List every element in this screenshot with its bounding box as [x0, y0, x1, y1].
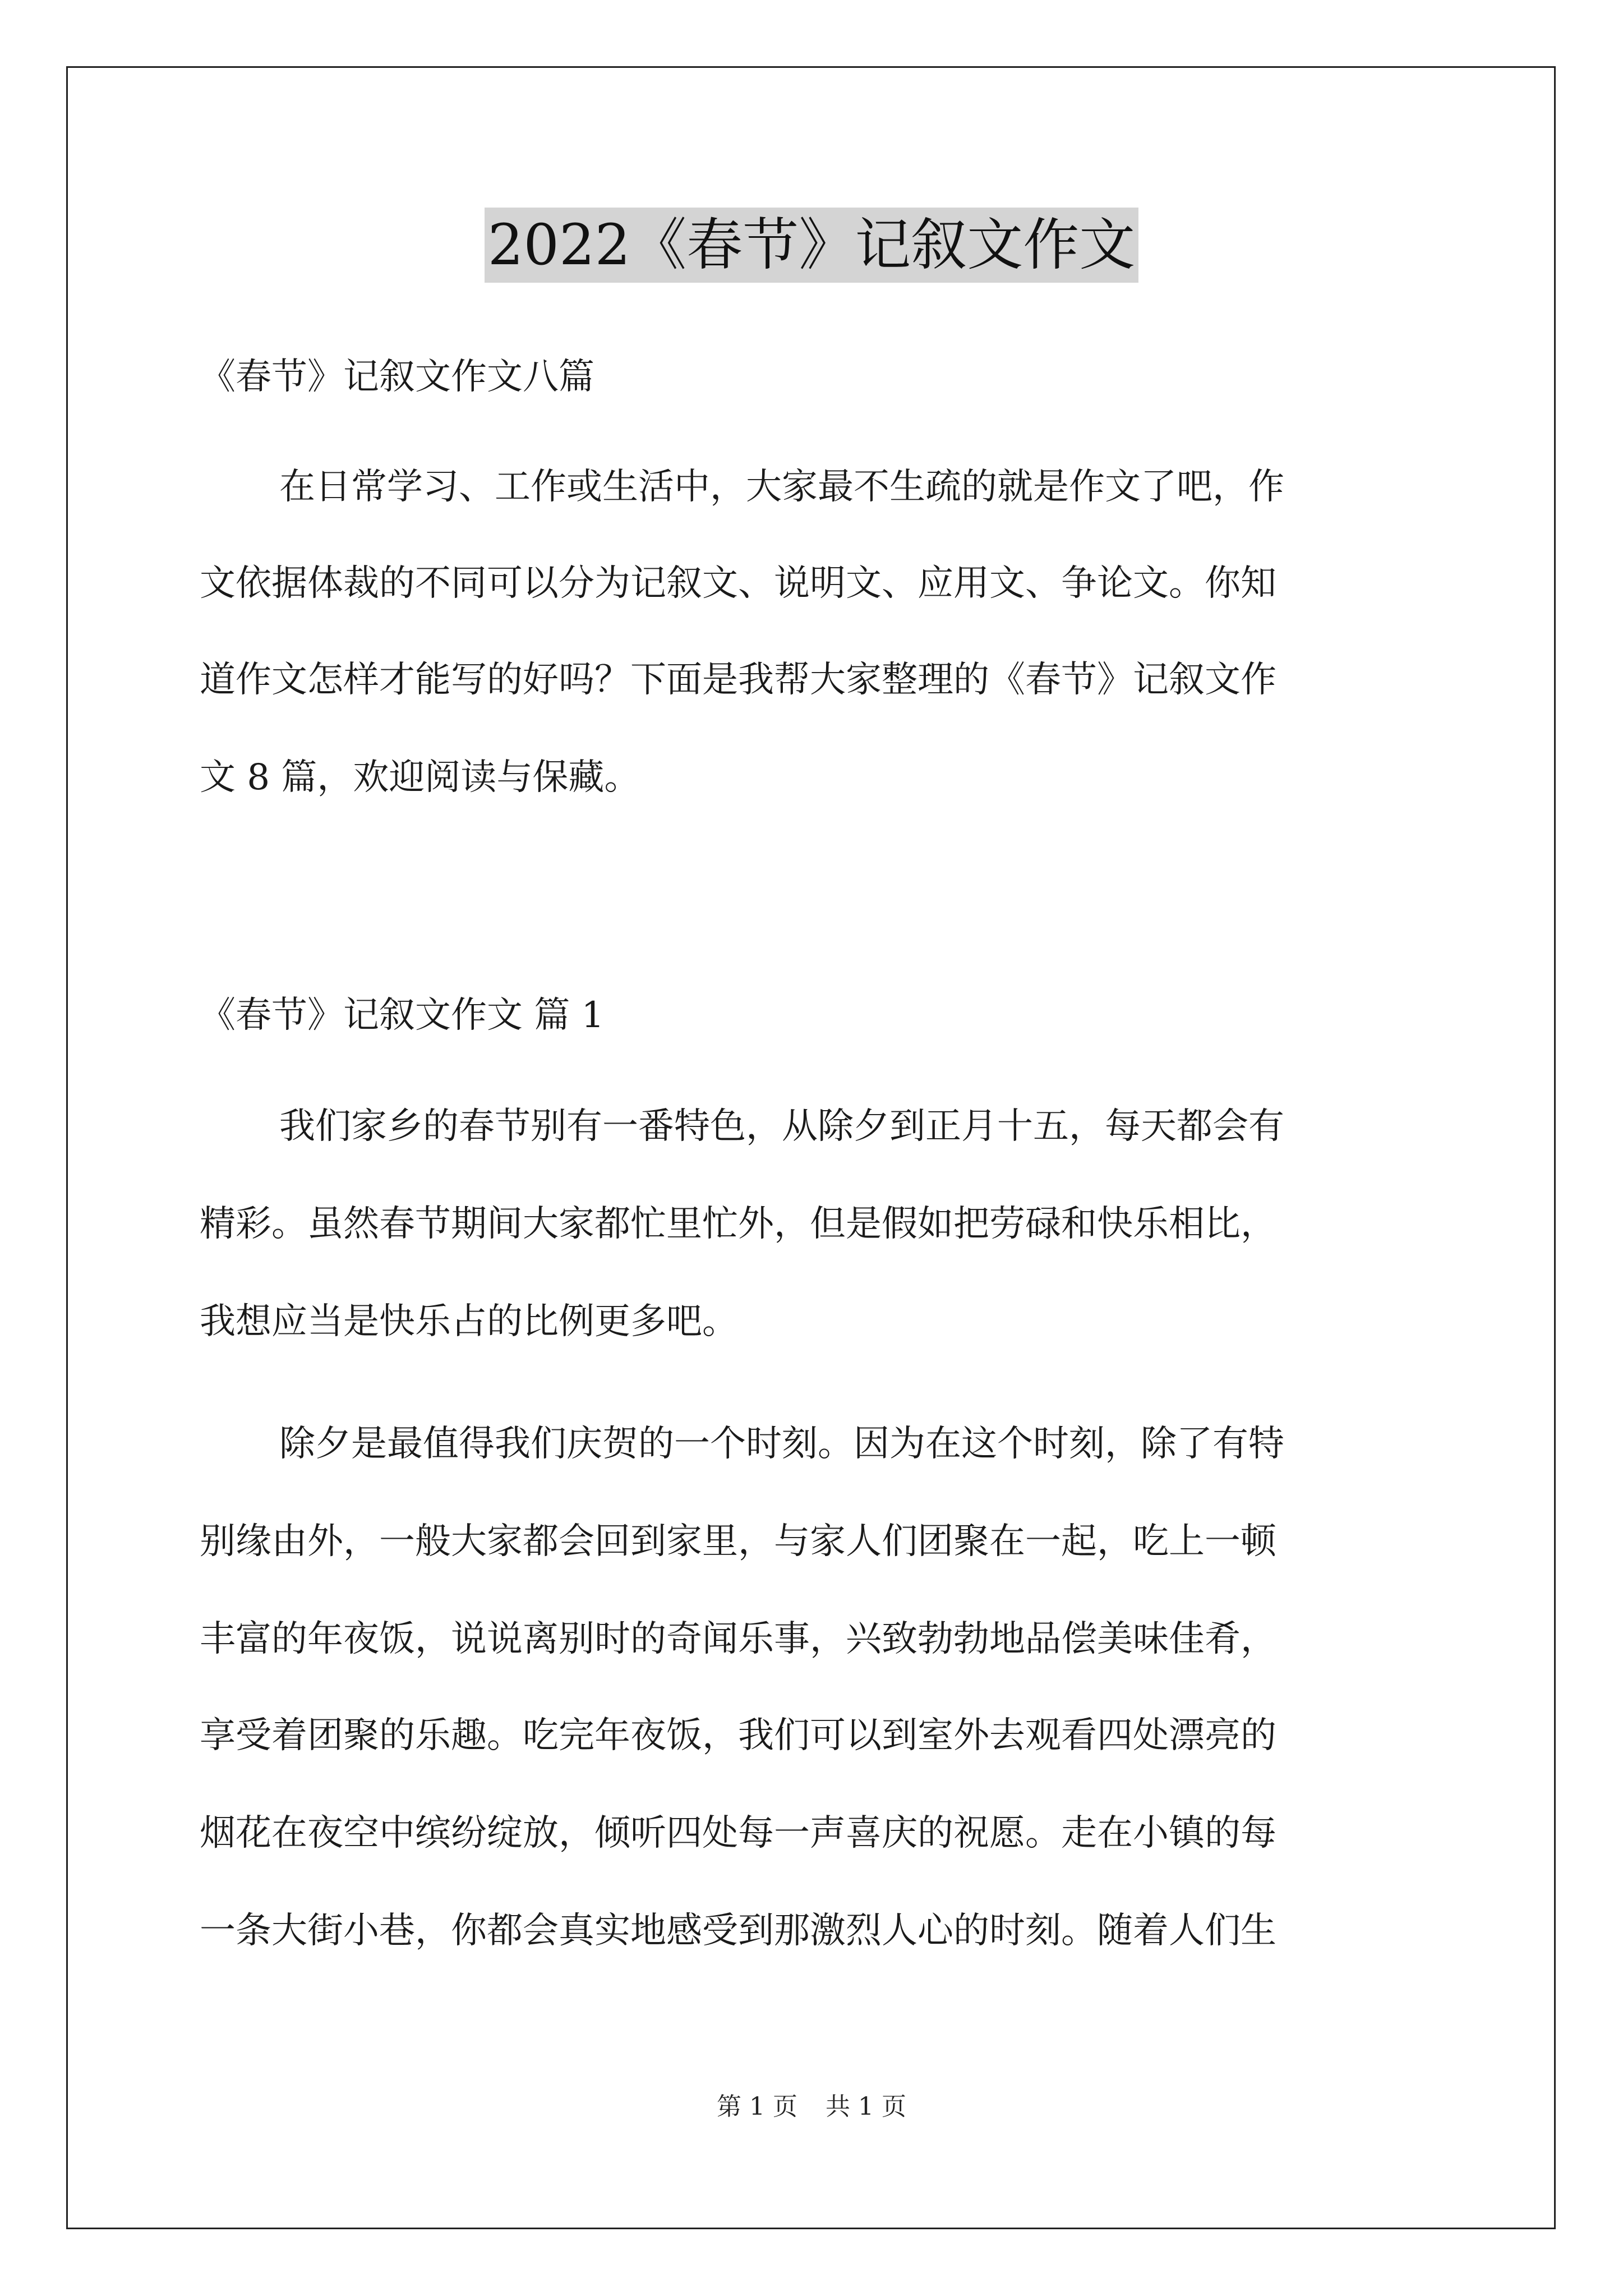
paragraph-line: 我想应当是快乐占的比例更多吧。	[200, 1301, 738, 1342]
intro-line: 文依据体裁的不同可以分为记叙文、说明文、应用文、争论文。你知	[200, 563, 1276, 604]
page-total: 共 1 页	[826, 2092, 906, 2121]
paragraph-line: 除夕是最值得我们庆贺的一个时刻。因为在这个时刻，除了有特	[279, 1423, 1284, 1465]
intro-line: 文 8 篇，欢迎阅读与保藏。	[200, 757, 640, 798]
intro-line: 道作文怎样才能写的好吗？下面是我帮大家整理的《春节》记叙文作	[200, 659, 1276, 701]
paragraph-line: 精彩。虽然春节期间大家都忙里忙外，但是假如把劳碌和快乐相比，	[200, 1203, 1276, 1245]
page-number: 第 1 页	[717, 2092, 797, 2121]
paragraph-line: 享受着团聚的乐趣。吃完年夜饭，我们可以到室外去观看四处漂亮的	[200, 1715, 1276, 1756]
intro-heading: 《春节》记叙文作文八篇	[200, 356, 594, 398]
title-container	[0, 208, 1623, 283]
paragraph-line: 别缘由外，一般大家都会回到家里，与家人们团聚在一起，吃上一顿	[200, 1521, 1276, 1562]
intro-line: 在日常学习、工作或生活中，大家最不生疏的就是作文了吧，作	[279, 466, 1284, 508]
page-footer	[0, 2091, 1623, 2123]
document-title: 2022《春节》记叙文作文	[485, 208, 1139, 283]
paragraph-line: 烟花在夜空中缤纷绽放，倾听四处每一声喜庆的祝愿。走在小镇的每	[200, 1812, 1276, 1854]
paragraph-line: 我们家乡的春节别有一番特色，从除夕到正月十五，每天都会有	[279, 1106, 1284, 1147]
paragraph-line: 一条大街小巷，你都会真实地感受到那激烈人心的时刻。随着人们生	[200, 1910, 1276, 1952]
section-heading: 《春节》记叙文作文 篇 1	[200, 995, 605, 1036]
paragraph-line: 丰富的年夜饭，说说离别时的奇闻乐事，兴致勃勃地品偿美味佳肴，	[200, 1618, 1276, 1660]
